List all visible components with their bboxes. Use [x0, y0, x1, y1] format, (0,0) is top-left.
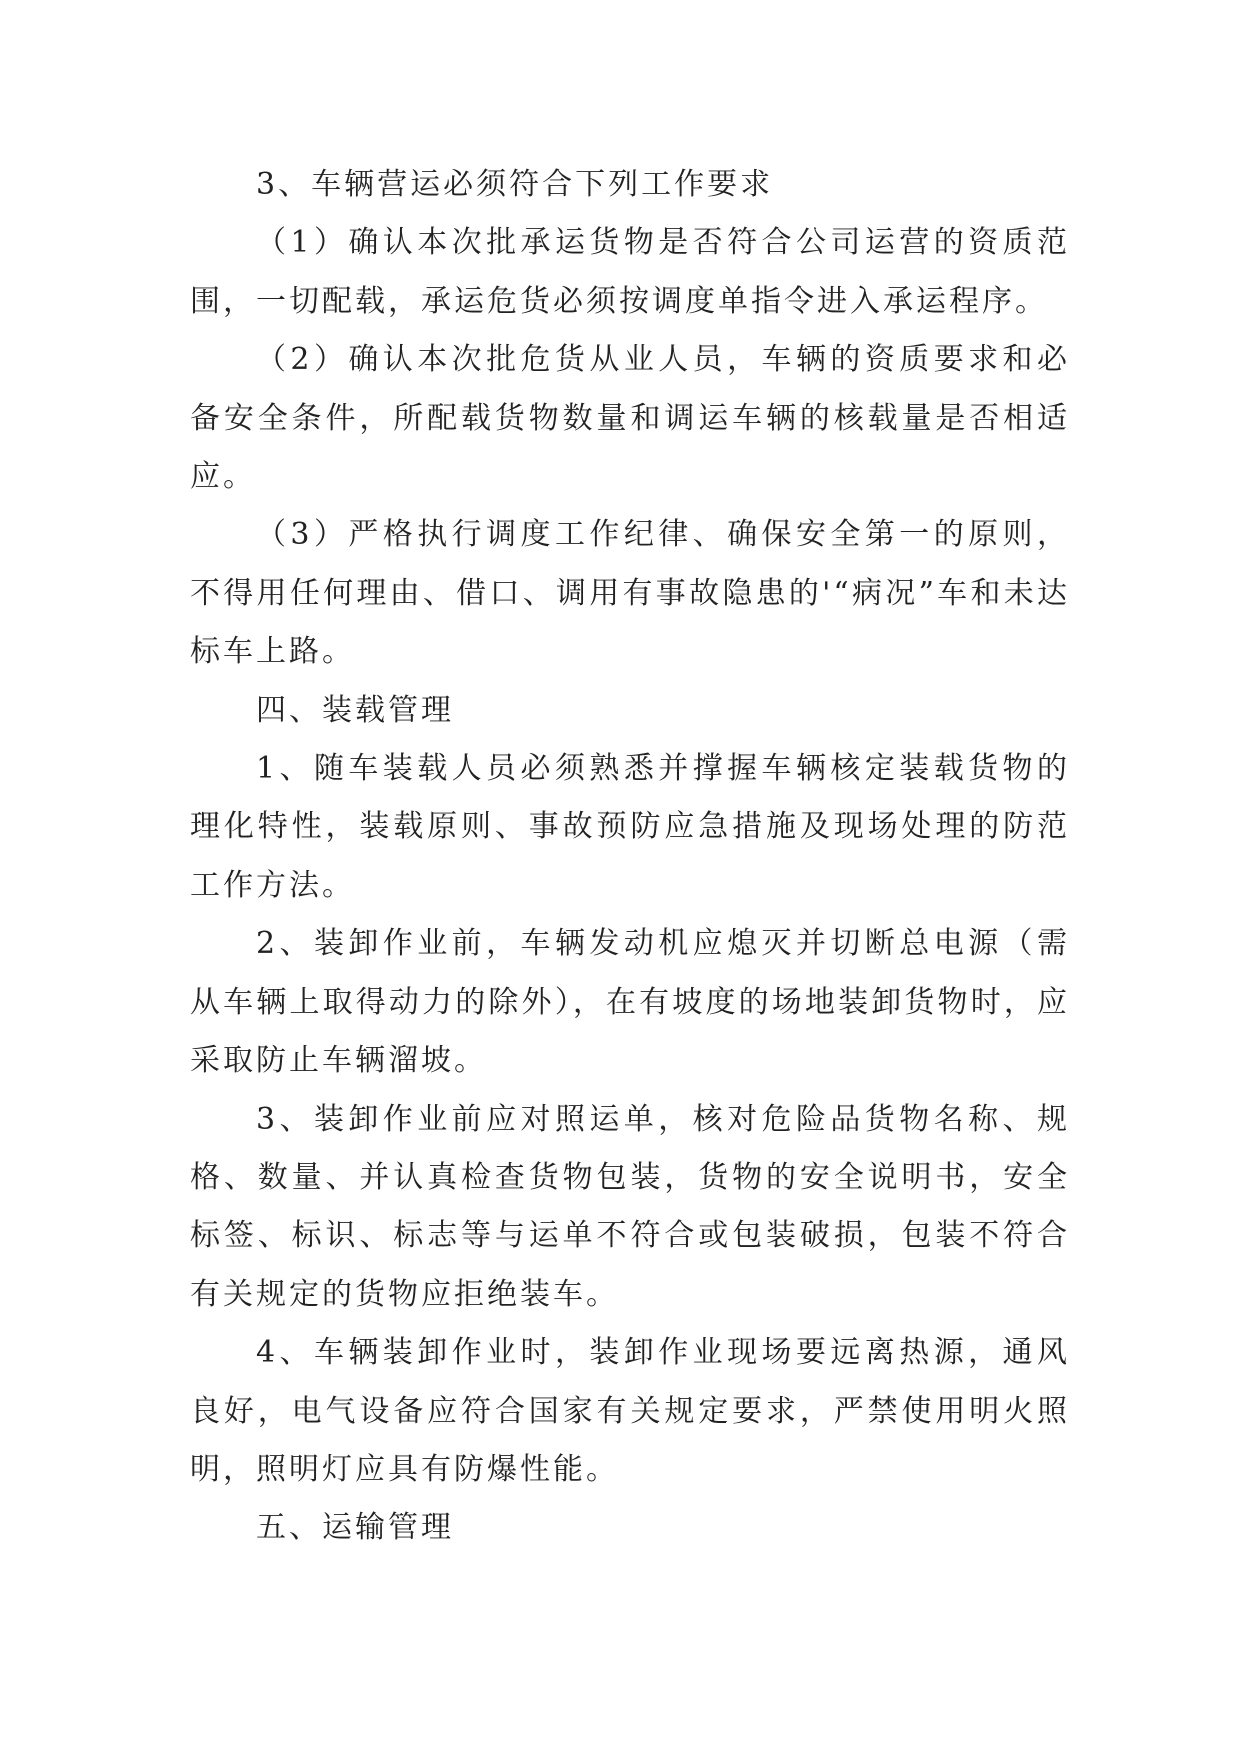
document-body — [190, 156, 1070, 1558]
section-heading-loading-management: 四、装载管理 — [256, 692, 454, 728]
paragraph-item-3: （3）严格执行调度工作纪律、确保安全第一的原则，不得用任何理由、借口、调用有事故隐患的'“病况”车和未达标车上路。 — [190, 517, 1070, 670]
paragraph-loading-4: 4、车辆装卸作业时，装卸作业现场要远离热源，通风良好，电气设备应符合国家有关规定要求，严禁使用明火照明，照明灯应具有防爆性能。 — [190, 1335, 1070, 1487]
paragraph-item-2: （2）确认本次批危货从业人员，车辆的资质要求和必备安全条件，所配载货物数量和调运车辆的核载量是否相适应。 — [190, 342, 1070, 495]
paragraph-item-1: （1）确认本次批承运货物是否符合公司运营的资质范围，一切配载，承运危货必须按调度单指令进入承运程序。 — [190, 225, 1070, 319]
section-heading-transport-management: 五、运输管理 — [256, 1510, 454, 1546]
paragraph-loading-1: 1、随车装载人员必须熟悉并撑握车辆核定装载货物的理化特性，装载原则、事故预防应急措施及现场处理的防范工作方法。 — [190, 751, 1070, 903]
paragraph-loading-3: 3、装卸作业前应对照运单，核对危险品货物名称、规格、数量、并认真检查货物包装，货物的安全说明书，安全标签、标识、标志等与运单不符合或包装破损，包装不符合有关规定的货物应拒绝装车。 — [190, 1101, 1070, 1312]
paragraph-vehicle-requirements-heading: 3、车辆营运必须符合下列工作要求 — [256, 167, 774, 202]
paragraph-loading-2: 2、装卸作业前，车辆发动机应熄灭并切断总电源（需从车辆上取得动力的除外），在有坡度的场地装卸货物时，应采取防止车辆溜坡。 — [190, 926, 1070, 1079]
